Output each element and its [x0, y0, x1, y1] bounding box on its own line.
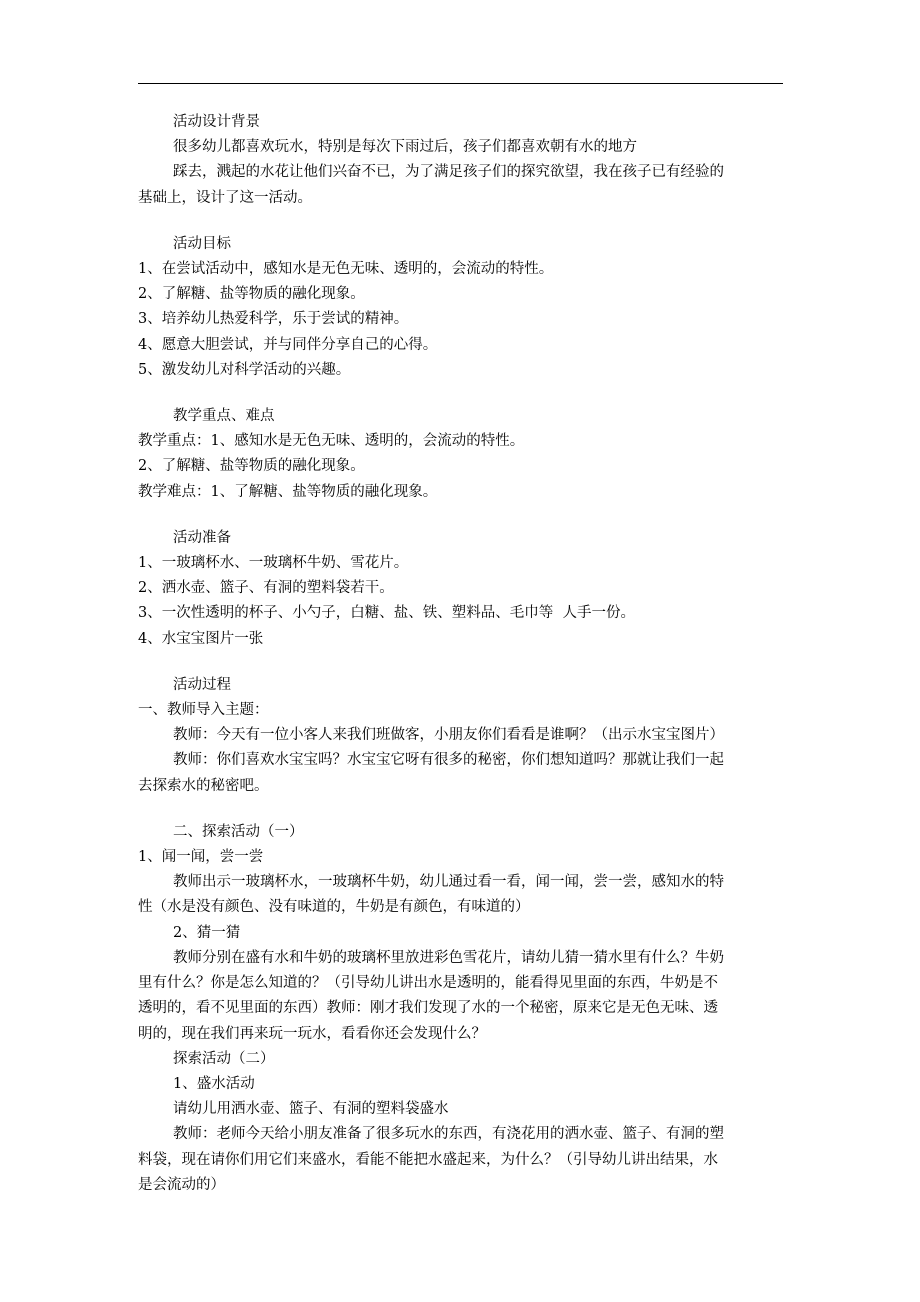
- section-heading-background: 活动设计背景: [173, 114, 260, 130]
- paragraph-line: 基础上，设计了这一活动。: [138, 189, 312, 206]
- list-item: 4、愿意大胆尝试，并与同伴分享自己的心得。: [138, 336, 438, 353]
- list-item: 1、在尝试活动中，感知水是无色无味、透明的，会流动的特性。: [138, 261, 554, 278]
- spacer: [138, 505, 788, 526]
- paragraph-line: 请幼儿用洒水壶、篮子、有洞的塑料袋盛水: [173, 1101, 449, 1118]
- step-title: 1、盛水活动: [173, 1075, 255, 1092]
- paragraph-line: 去探索水的秘密吧。: [138, 777, 269, 794]
- list-item: 4、水宝宝图片一张: [138, 630, 264, 647]
- step-title: 2、猜一猜: [173, 924, 241, 941]
- subsection-title: 二、探索活动（一）: [173, 823, 304, 840]
- section-heading-preparation: 活动准备: [173, 529, 231, 546]
- paragraph-line: 踩去，溅起的水花让他们兴奋不已，为了满足孩子们的探究欲望，我在孩子已有经验的: [173, 164, 724, 181]
- spacer: [138, 211, 788, 232]
- spacer: [138, 652, 788, 673]
- paragraph-line: 性（水是没有颜色、没有味道的，牛奶是有颜色，有味道的）: [138, 899, 530, 916]
- section-heading-goals: 活动目标: [173, 235, 231, 252]
- paragraph-line: 教师：今天有一位小客人来我们班做客，小朋友你们看看是谁啊？（出示水宝宝图片）: [173, 727, 724, 744]
- subsection-title: 探索活动（二）: [173, 1050, 275, 1067]
- paragraph-line: 明的，现在我们再来玩一玩水，看看你还会发现什么？: [138, 1025, 486, 1042]
- list-item: 1、一玻璃杯水、一玻璃杯牛奶、雪花片。: [138, 555, 409, 572]
- paragraph-line: 教师：你们喜欢水宝宝吗？水宝宝它呀有很多的秘密，你们想知道吗？那就让我们一起: [173, 752, 724, 769]
- paragraph-line: 料袋，现在请你们用它们来盛水，看能不能把水盛起来，为什么？（引导幼儿讲出结果，水: [138, 1151, 718, 1168]
- list-item: 3、培养幼儿热爱科学，乐于尝试的精神。: [138, 311, 409, 328]
- paragraph-line: 很多幼儿都喜欢玩水，特别是每次下雨过后，孩子们都喜欢朝有水的地方: [173, 139, 637, 156]
- header-rule: [138, 83, 783, 84]
- list-item: 2、洒水壶、篮子、有洞的塑料袋若干。: [138, 580, 394, 597]
- paragraph-line: 教师分别在盛有水和牛奶的玻璃杯里放进彩色雪花片，请幼儿猜一猜水里有什么？牛奶: [173, 949, 724, 966]
- document-body: [138, 110, 788, 1198]
- paragraph-line: 是会流动的）: [138, 1176, 225, 1193]
- paragraph-line: 2、了解糖、盐等物质的融化现象。: [138, 458, 365, 475]
- step-title: 1、闻一闻，尝一尝: [138, 849, 264, 866]
- list-item: 2、了解糖、盐等物质的融化现象。: [138, 286, 365, 303]
- paragraph-line: 透明的，看不见里面的东西）教师：刚才我们发现了水的一个秘密，原来它是无色无味、透: [138, 1000, 718, 1017]
- paragraph-line: 教师出示一玻璃杯水，一玻璃杯牛奶，幼儿通过看一看，闻一闻，尝一尝，感知水的特: [173, 874, 724, 891]
- paragraph-line: 里有什么？你是怎么知道的？（引导幼儿讲出水是透明的，能看得见里面的东西，牛奶是不: [138, 975, 718, 992]
- paragraph-line: 教学难点：1、了解糖、盐等物质的融化现象。: [138, 483, 438, 500]
- spacer: [138, 799, 788, 820]
- list-item: 3、一次性透明的杯子、小勺子，白糖、盐、铁、塑料品、毛巾等 人手一份。: [138, 605, 635, 622]
- spacer: [138, 383, 788, 404]
- section-heading-process: 活动过程: [173, 676, 231, 693]
- list-item: 5、激发幼儿对科学活动的兴趣。: [138, 361, 351, 378]
- subsection-title: 一、教师导入主题：: [138, 702, 269, 719]
- paragraph-line: 教学重点：1、感知水是无色无味、透明的，会流动的特性。: [138, 433, 525, 450]
- paragraph-line: 教师：老师今天给小朋友准备了很多玩水的东西，有浇花用的洒水壶、篮子、有洞的塑: [173, 1126, 724, 1143]
- section-heading-key-points: 教学重点、难点: [173, 408, 275, 425]
